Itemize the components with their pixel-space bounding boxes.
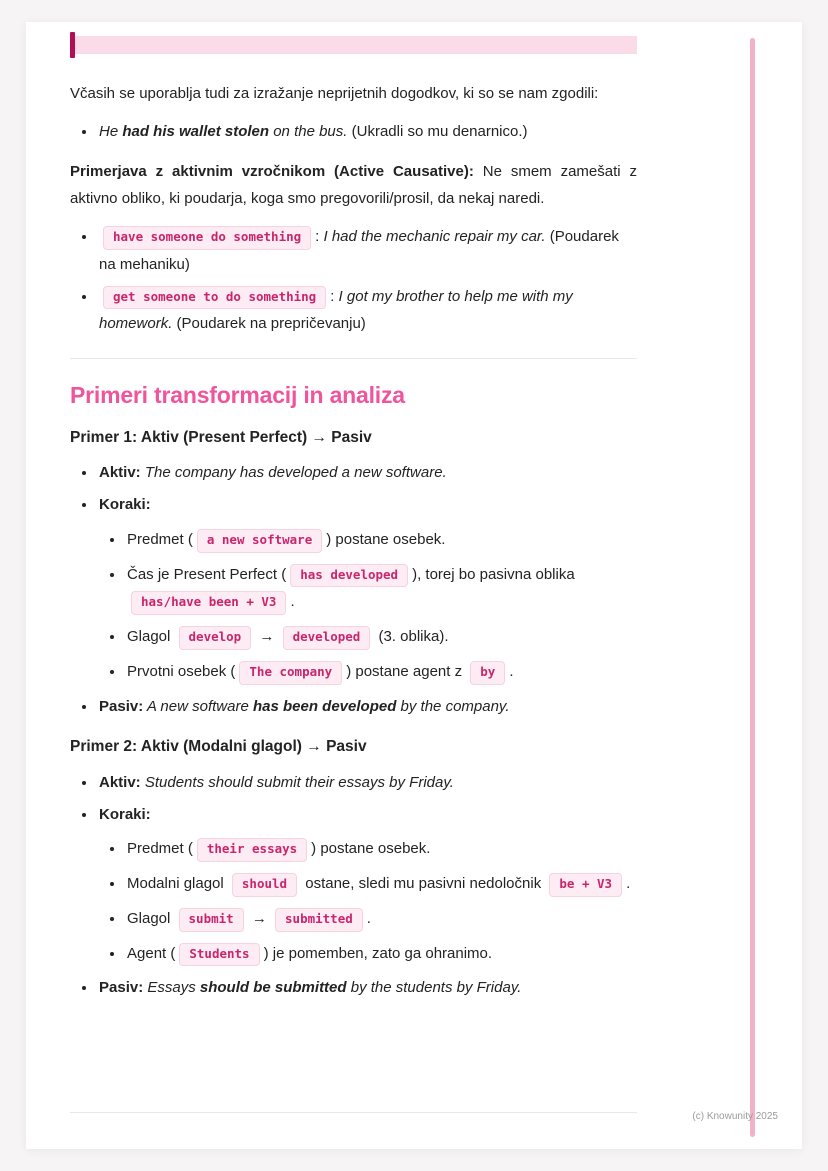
list-item [97, 283, 637, 339]
primer1-title: Primer 1: Aktiv (Present Perfect) → Pasiv [70, 428, 372, 446]
text-run: Prvotni osebek ( [127, 662, 236, 680]
text-run: ) postane osebek. [326, 530, 446, 548]
italic-text: The company has developed a new software. [140, 464, 447, 482]
step-item [125, 658, 637, 686]
code-chip: a new software [197, 529, 322, 553]
pasiv-label: Pasiv: [99, 697, 144, 715]
step-item [125, 561, 637, 617]
text-run: . [509, 662, 514, 680]
text-run: Čas je Present Perfect ( [127, 565, 287, 583]
intro-paragraph [70, 80, 637, 108]
primer1-list [70, 459, 637, 720]
text-run: (Poudarek na prepričevanju) [172, 315, 366, 333]
pasiv-label: Pasiv: [99, 979, 144, 997]
italic-text: by the students by Friday. [346, 979, 522, 997]
section-heading: Primeri transformacij in analiza [70, 382, 405, 408]
code-chip: have someone do something [103, 226, 311, 250]
step-item [125, 526, 637, 554]
text-run: Agent ( [127, 944, 176, 962]
text-run: Ne smem zamešati z aktivno obliko, ki poudarja, koga smo pregovorili/prosil, da nekaj naredi. [70, 162, 637, 208]
koraki-item [97, 491, 637, 686]
text-run: : [315, 228, 324, 245]
aktiv-item [97, 459, 637, 487]
text-run: . [366, 909, 371, 927]
step-item [125, 940, 637, 968]
intro-list [70, 118, 637, 146]
bold-lead: Primerjava z aktivnim vzročnikom (Active Causative): [70, 162, 474, 180]
step-item [125, 835, 637, 863]
text-run: . [626, 875, 631, 893]
text-run: (Poudarek na mehaniku) [99, 228, 619, 273]
koraki-label: Koraki: [99, 496, 151, 514]
causative-paragraph [70, 158, 637, 214]
text-run: Včasih se uporablja tudi za izražanje neprijetnih dogodkov, ki so se nam zgodili: [70, 85, 599, 102]
text-run: ) postane agent z [346, 662, 467, 680]
bold-italic-text: should be submitted [199, 979, 347, 997]
arrow-glyph: → [255, 628, 279, 646]
code-chip: get someone to do something [103, 286, 326, 310]
list-item [97, 223, 637, 279]
code-chip: The company [239, 661, 342, 685]
italic-text: by the company. [396, 697, 510, 715]
callout-accent-mark [70, 32, 75, 58]
italic-text: I got my brother to help me with my homework. [99, 287, 573, 333]
code-chip: submit [179, 908, 244, 932]
text-run: (3. oblika). [374, 628, 449, 646]
code-chip: their essays [197, 838, 307, 862]
code-chip: Students [179, 943, 259, 967]
koraki-item [97, 801, 637, 968]
italic-text: He [99, 122, 123, 140]
code-chip: by [470, 661, 505, 685]
bold-italic-text: has been developed [252, 697, 397, 715]
text-run: (Ukradli so mu denarnico.) [347, 122, 528, 140]
text-run: Glagol [127, 909, 175, 927]
text-run: Predmet ( [127, 530, 193, 548]
italic-text: I had the mechanic repair my car. [323, 228, 546, 245]
bottom-divider [70, 1112, 637, 1113]
primer2-list [70, 769, 637, 1002]
section-divider [70, 358, 637, 359]
step-item [125, 623, 637, 651]
text-run: . [290, 593, 295, 611]
list-item [97, 118, 637, 146]
code-chip: has developed [290, 564, 408, 588]
step-item [125, 905, 637, 933]
document-page [26, 22, 802, 1149]
code-chip: submitted [275, 908, 363, 932]
italic-text: Essays [143, 979, 200, 997]
text-run: Modalni glagol [127, 875, 228, 893]
code-chip: has/have been + V3 [131, 591, 286, 615]
footer-credit: (c) Knowunity 2025 [692, 1111, 778, 1122]
text-run: ostane, sledi mu pasivni nedoločnik [301, 875, 546, 893]
italic-text: Students should submit their essays by Friday. [140, 773, 454, 791]
bold-italic-text: had his wallet stolen [122, 122, 270, 140]
text-run: : [330, 287, 339, 305]
aktiv-label: Aktiv: [99, 773, 141, 791]
document-content [70, 36, 637, 1014]
text-run: ) postane osebek. [311, 840, 431, 858]
callout-remnant [70, 36, 637, 54]
code-chip: developed [283, 626, 371, 650]
italic-text: on the bus. [269, 122, 348, 140]
text-run: Glagol [127, 628, 175, 646]
text-run: ), torej bo pasivna oblika [412, 565, 575, 583]
koraki-label: Koraki: [99, 805, 151, 823]
causative-list [70, 223, 637, 338]
code-chip: develop [179, 626, 252, 650]
pasiv-item [97, 693, 637, 721]
italic-text: A new software [143, 697, 253, 715]
step-item [125, 870, 637, 898]
koraki-steps [99, 526, 637, 686]
code-chip: be + V3 [549, 873, 622, 897]
koraki-steps [99, 835, 637, 967]
text-run: ) je pomemben, zato ga ohranimo. [263, 944, 493, 962]
aktiv-label: Aktiv: [99, 464, 141, 482]
code-chip: should [232, 873, 297, 897]
aktiv-item [97, 769, 637, 797]
pasiv-item [97, 974, 637, 1002]
primer2-title: Primer 2: Aktiv (Modalni glagol) → Pasiv [70, 738, 367, 756]
arrow-glyph: → [247, 909, 272, 927]
text-run: Predmet ( [127, 840, 193, 858]
page-edge-stripe [750, 38, 755, 1137]
